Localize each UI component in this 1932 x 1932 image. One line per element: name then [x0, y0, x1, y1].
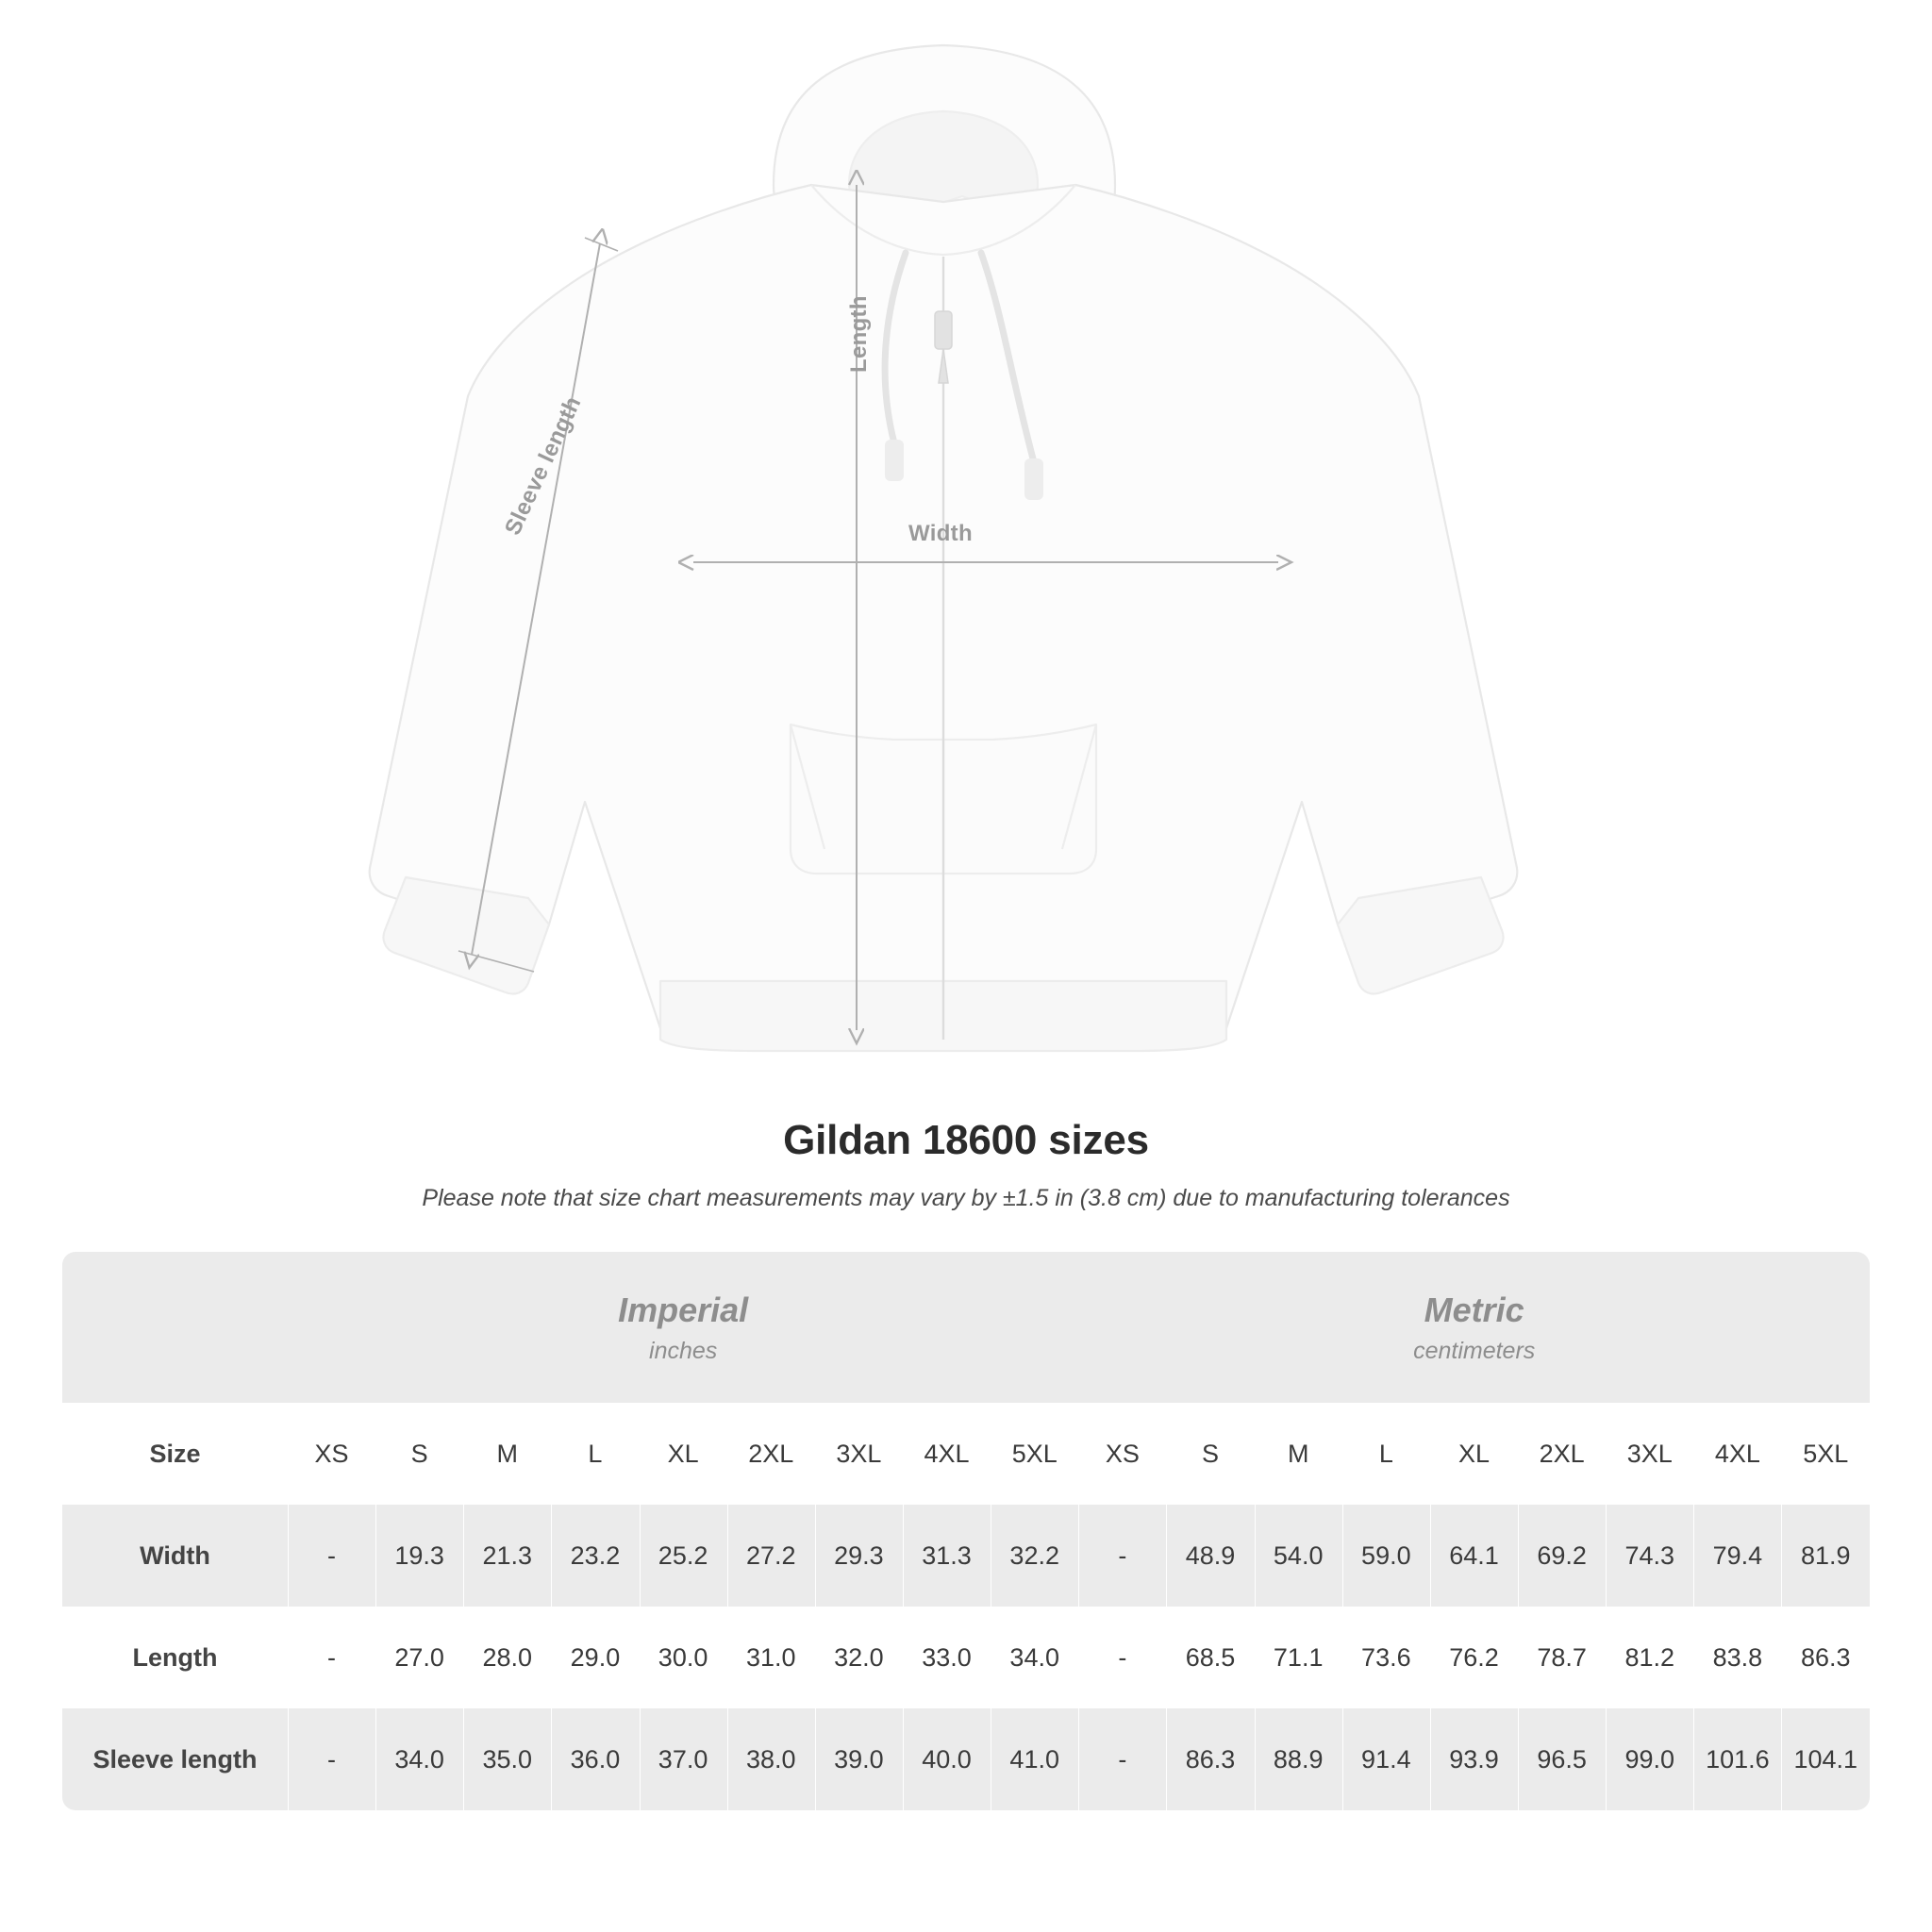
title-block	[0, 1117, 1932, 1212]
cell-width-metric-4xl: 79.4	[1693, 1505, 1781, 1607]
cell-width-imperial-s: 19.3	[375, 1505, 463, 1607]
table-row	[62, 1708, 1870, 1810]
cell-sleeve-imperial-2xl: 38.0	[727, 1708, 815, 1810]
table-row	[62, 1607, 1870, 1708]
size-header-label: Size	[62, 1403, 288, 1505]
cell-sleeve-metric-m: 88.9	[1255, 1708, 1342, 1810]
cell-sleeve-metric-5xl: 104.1	[1781, 1708, 1870, 1810]
cell-length-metric-5xl: 86.3	[1781, 1607, 1870, 1708]
size-header-metric-xl: XL	[1430, 1403, 1518, 1505]
cell-width-metric-2xl: 69.2	[1518, 1505, 1606, 1607]
cell-sleeve-imperial-xs: -	[288, 1708, 375, 1810]
cell-sleeve-metric-s: 86.3	[1166, 1708, 1254, 1810]
size-header-imperial-5xl: 5XL	[991, 1403, 1078, 1505]
cell-width-imperial-xl: 25.2	[640, 1505, 727, 1607]
size-header-metric-l: L	[1342, 1403, 1430, 1505]
cell-length-imperial-2xl: 31.0	[727, 1607, 815, 1708]
size-header-imperial-l: L	[551, 1403, 639, 1505]
cell-width-metric-s: 48.9	[1166, 1505, 1254, 1607]
size-header-metric-4xl: 4XL	[1693, 1403, 1781, 1505]
size-table	[62, 1252, 1870, 1810]
unit-sub-metric: centimeters	[1413, 1337, 1536, 1364]
cell-sleeve-imperial-4xl: 40.0	[903, 1708, 991, 1810]
page-title: Gildan 18600 sizes	[783, 1117, 1149, 1163]
cell-width-imperial-xs: -	[288, 1505, 375, 1607]
size-header-imperial-m: M	[463, 1403, 551, 1505]
cell-length-metric-l: 73.6	[1342, 1607, 1430, 1708]
cell-sleeve-imperial-xl: 37.0	[640, 1708, 727, 1810]
cell-length-metric-s: 68.5	[1166, 1607, 1254, 1708]
cell-sleeve-imperial-3xl: 39.0	[815, 1708, 903, 1810]
cell-length-imperial-s: 27.0	[375, 1607, 463, 1708]
cell-width-imperial-3xl: 29.3	[815, 1505, 903, 1607]
unit-header-spacer	[62, 1252, 288, 1403]
unit-name-imperial: Imperial	[618, 1290, 749, 1329]
size-header-imperial-2xl: 2XL	[727, 1403, 815, 1505]
dimension-label-length: Length	[846, 295, 872, 373]
size-header-metric-xs: XS	[1078, 1403, 1166, 1505]
unit-header-metric	[1078, 1252, 1870, 1403]
cell-width-imperial-5xl: 32.2	[991, 1505, 1078, 1607]
cell-width-imperial-2xl: 27.2	[727, 1505, 815, 1607]
dimension-label-width: Width	[908, 521, 973, 546]
cell-length-imperial-3xl: 32.0	[815, 1607, 903, 1708]
cell-length-imperial-4xl: 33.0	[903, 1607, 991, 1708]
cell-width-metric-5xl: 81.9	[1781, 1505, 1870, 1607]
cell-length-metric-xs: -	[1078, 1607, 1166, 1708]
cell-width-metric-3xl: 74.3	[1606, 1505, 1693, 1607]
size-header-metric-s: S	[1166, 1403, 1254, 1505]
cell-length-imperial-5xl: 34.0	[991, 1607, 1078, 1708]
cell-length-metric-4xl: 83.8	[1693, 1607, 1781, 1708]
size-header-metric-2xl: 2XL	[1518, 1403, 1606, 1505]
cell-width-imperial-4xl: 31.3	[903, 1505, 991, 1607]
row-label-length: Length	[62, 1607, 288, 1708]
size-header-imperial-xl: XL	[640, 1403, 727, 1505]
size-header-imperial-xs: XS	[288, 1403, 375, 1505]
unit-sub-imperial: inches	[649, 1337, 718, 1364]
cell-length-metric-xl: 76.2	[1430, 1607, 1518, 1708]
cell-sleeve-metric-xs: -	[1078, 1708, 1166, 1810]
size-header-metric-m: M	[1255, 1403, 1342, 1505]
cell-sleeve-imperial-s: 34.0	[375, 1708, 463, 1810]
size-header-imperial-4xl: 4XL	[903, 1403, 991, 1505]
cell-sleeve-metric-xl: 93.9	[1430, 1708, 1518, 1810]
size-header-imperial-3xl: 3XL	[815, 1403, 903, 1505]
cell-sleeve-metric-4xl: 101.6	[1693, 1708, 1781, 1810]
size-header-metric-3xl: 3XL	[1606, 1403, 1693, 1505]
cell-width-imperial-l: 23.2	[551, 1505, 639, 1607]
cell-sleeve-imperial-l: 36.0	[551, 1708, 639, 1810]
size-header-imperial-s: S	[375, 1403, 463, 1505]
tolerance-note: Please note that size chart measurements may vary by ±1.5 in (3.8 cm) due to manufacturing tolerances	[422, 1185, 1510, 1211]
cell-length-metric-3xl: 81.2	[1606, 1607, 1693, 1708]
cell-sleeve-metric-3xl: 99.0	[1606, 1708, 1693, 1810]
table-unit-header-row	[62, 1252, 1870, 1403]
unit-name-metric: Metric	[1424, 1290, 1524, 1329]
cell-width-metric-xs: -	[1078, 1505, 1166, 1607]
cell-length-imperial-m: 28.0	[463, 1607, 551, 1708]
cell-sleeve-metric-2xl: 96.5	[1518, 1708, 1606, 1810]
size-header-metric-5xl: 5XL	[1781, 1403, 1870, 1505]
cell-length-imperial-xl: 30.0	[640, 1607, 727, 1708]
dimension-label-sleeve-length: Sleeve length	[500, 392, 587, 540]
cell-sleeve-metric-l: 91.4	[1342, 1708, 1430, 1810]
cell-width-metric-m: 54.0	[1255, 1505, 1342, 1607]
cell-length-metric-2xl: 78.7	[1518, 1607, 1606, 1708]
cell-width-imperial-m: 21.3	[463, 1505, 551, 1607]
size-table-wrap	[62, 1252, 1870, 1810]
table-row	[62, 1505, 1870, 1607]
cell-width-metric-xl: 64.1	[1430, 1505, 1518, 1607]
cell-length-imperial-l: 29.0	[551, 1607, 639, 1708]
cell-width-metric-l: 59.0	[1342, 1505, 1430, 1607]
cell-sleeve-imperial-5xl: 41.0	[991, 1708, 1078, 1810]
cell-sleeve-imperial-m: 35.0	[463, 1708, 551, 1810]
cell-length-metric-m: 71.1	[1255, 1607, 1342, 1708]
row-label-width: Width	[62, 1505, 288, 1607]
row-label-sleeve-length: Sleeve length	[62, 1708, 288, 1810]
unit-header-imperial	[288, 1252, 1078, 1403]
cell-length-imperial-xs: -	[288, 1607, 375, 1708]
table-size-header-row	[62, 1403, 1870, 1505]
